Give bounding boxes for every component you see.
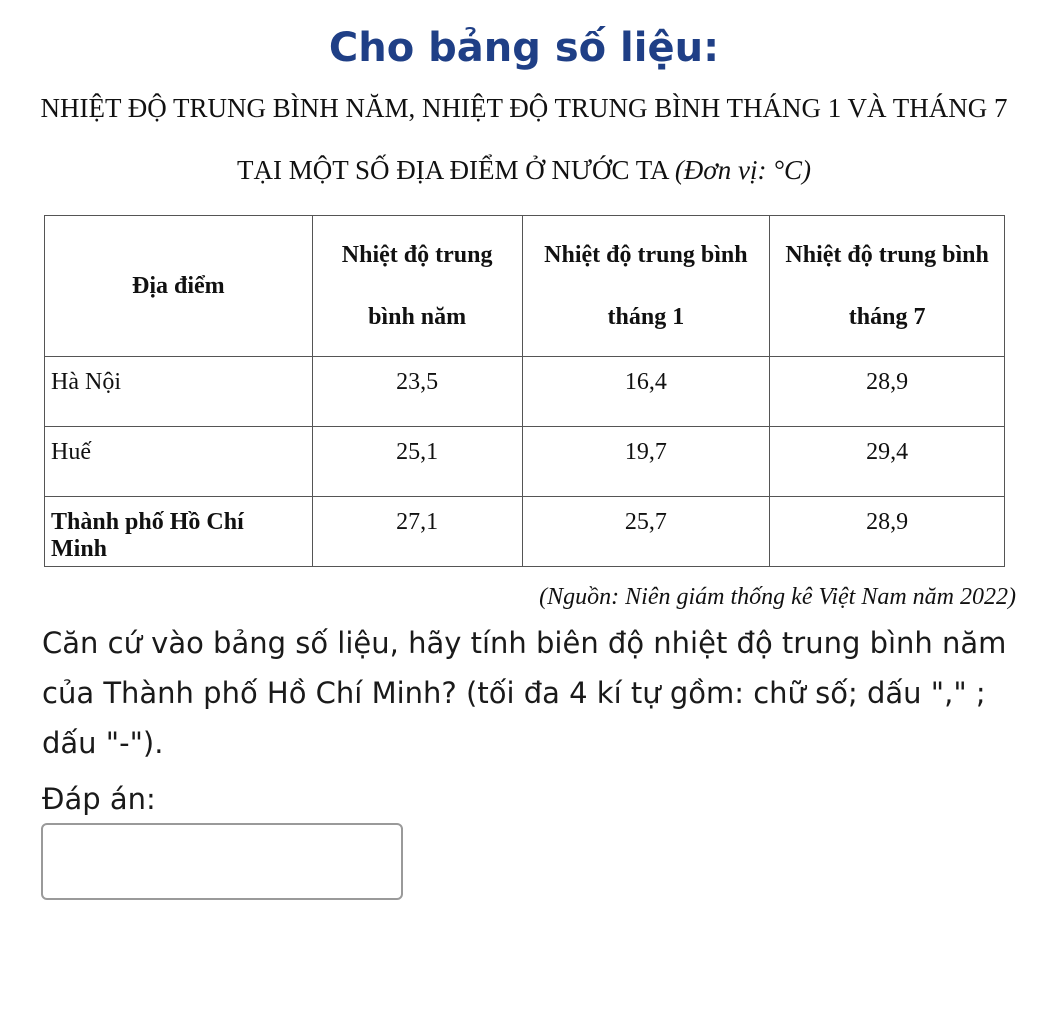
cell-location: Hà Nội (45, 357, 313, 427)
table-row (45, 357, 1005, 427)
table-source: (Nguồn: Niên giám thống kê Việt Nam năm 2022) (539, 584, 1016, 610)
header-january-avg: Nhiệt độ trung bình tháng 1 (522, 216, 770, 357)
cell-july: 28,9 (770, 497, 1005, 567)
header-july-avg: Nhiệt độ trung bình tháng 7 (770, 216, 1005, 357)
cell-annual: 27,1 (312, 497, 522, 567)
answer-input[interactable] (41, 823, 403, 900)
answer-label: Đáp án: (42, 782, 156, 816)
table-title-main: TẠI MỘT SỐ ĐỊA ĐIỂM Ở NƯỚC TA (237, 155, 669, 185)
table-row (45, 427, 1005, 497)
page-heading: Cho bảng số liệu: (328, 25, 720, 71)
cell-location: Thành phố Hồ Chí Minh (45, 497, 313, 567)
table-title-line-2 (0, 152, 1048, 188)
cell-january: 16,4 (522, 357, 770, 427)
header-location: Địa điểm (45, 216, 313, 357)
question-text: Căn cứ vào bảng số liệu, hãy tính biên độ nhiệt độ trung bình năm của Thành phố Hồ Chí Minh? (tối đa 4 kí tự gồm: chữ số; dấu "," ; dấu "-"). (42, 626, 1007, 760)
cell-location: Huế (45, 427, 313, 497)
cell-january: 19,7 (522, 427, 770, 497)
cell-annual: 25,1 (312, 427, 522, 497)
table-header-row (45, 216, 1005, 357)
table-row (45, 497, 1005, 567)
cell-annual: 23,5 (312, 357, 522, 427)
table-title-unit: (Đơn vị: °C) (674, 155, 811, 185)
temperature-table (44, 215, 1005, 567)
header-annual-avg: Nhiệt độ trung bình năm (312, 216, 522, 357)
cell-january: 25,7 (522, 497, 770, 567)
table-title-line-1: NHIỆT ĐỘ TRUNG BÌNH NĂM, NHIỆT ĐỘ TRUNG BÌNH THÁNG 1 VÀ THÁNG 7 (40, 93, 1008, 123)
cell-july: 29,4 (770, 427, 1005, 497)
cell-july: 28,9 (770, 357, 1005, 427)
